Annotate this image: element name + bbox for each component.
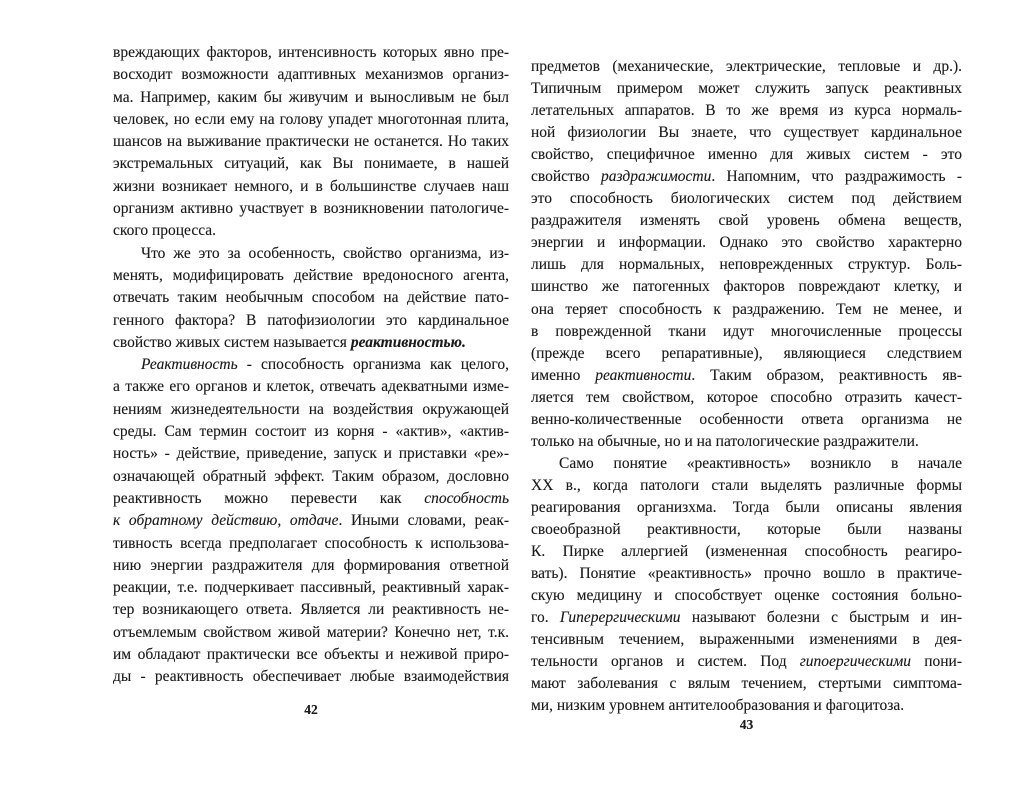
text-line [531, 695, 962, 717]
text-line [113, 153, 509, 175]
text-line [113, 376, 509, 398]
text-run: нию энергии раздражителя для формирования ответной [113, 556, 509, 574]
text-line [113, 87, 509, 109]
text-run: ма. Например, каким бы живучим и выносливым не был [113, 88, 509, 106]
text-line [113, 644, 509, 666]
text-run: ми, низким уровнем антителообразования и фагоцитоза. [531, 697, 905, 715]
text-run: раздражителя изменять свой уровень обмена веществ, [531, 212, 962, 230]
paragraph [531, 453, 962, 718]
text-run: XX в., когда патологи стали выделять различные формы [531, 476, 962, 494]
text-run: только на обычные, но и на патологические раздражители. [531, 432, 919, 450]
text-run: реагирования организхма. Тогда были описаны явления [531, 498, 962, 516]
text-line [113, 399, 509, 421]
italic-text-run: Гиперергическими [559, 609, 681, 627]
text-run: именно [531, 366, 596, 384]
text-run: нениям жизнедеятельности на воздействия окружающей [113, 400, 509, 418]
text-run: свойство, специфичное именно для живых систем - это [531, 146, 962, 164]
text-line [531, 122, 962, 144]
text-line [113, 310, 509, 332]
text-line [531, 78, 962, 100]
text-line [531, 276, 962, 298]
text-run: ды - реактивность обеспечивает любые взаимодействия [113, 668, 509, 686]
text-line [531, 409, 962, 431]
text-run: означающей обратный эффект. Таким образом, дословно [113, 467, 509, 485]
text-line [531, 607, 962, 629]
text-run: им обладают практически все объекты и неживой приро- [113, 646, 509, 664]
text-line [113, 533, 509, 555]
text-line [113, 577, 509, 599]
text-run: реактивность можно перевести как [113, 489, 425, 507]
text-line [531, 431, 962, 453]
text-line [113, 466, 509, 488]
italic-text-run: гипоергическими [799, 653, 912, 671]
text-run: человек, но если ему на голову упадет многотонная плита, [113, 110, 509, 128]
text-run: отъемлемым свойством живой материи? Конечно нет, т.к. [113, 623, 509, 641]
text-run: называют болезни с быстрым и ин- [680, 609, 962, 627]
text-run: предметов (механические, электрические, тепловые и др.). [531, 58, 962, 75]
text-line [113, 421, 509, 443]
page-right-number: 43 [739, 717, 754, 732]
text-run: ной физиологии Вы знаете, что существует кардинальное [531, 124, 962, 142]
text-line [113, 42, 509, 64]
text-run: тивность всегда предполагает способность к использова- [113, 534, 509, 552]
text-line [531, 475, 962, 497]
text-run: . Таким образом, реактивность яв- [691, 366, 962, 384]
text-line [113, 488, 509, 510]
text-run: экстремальных ситуаций, как Вы понимаете, в нашей [113, 155, 509, 173]
text-run: в поврежденной ткани идут многочисленные процессы [531, 322, 962, 340]
text-run: энергии и информации. Однако это свойство характерно [531, 234, 962, 252]
text-line [531, 299, 962, 321]
text-run: . Напомним, что раздражимость - [711, 168, 962, 186]
text-line [531, 188, 962, 210]
text-run: жизни возникает немного, и в большинстве случаев наш [113, 177, 509, 195]
text-line [531, 629, 962, 651]
text-run: это способность биологических систем под действием [531, 190, 962, 208]
text-run: вреждающих факторов, интенсивность которых явно пре- [113, 44, 509, 61]
text-run: тельности органов и систем. Под [531, 653, 800, 671]
text-run: среды. Сам термин состоит из корня - «актив», «актив- [113, 423, 509, 441]
text-line [531, 563, 962, 585]
italic-text-run: реактивности [595, 366, 692, 384]
text-line [531, 541, 962, 563]
text-run: го. [531, 609, 560, 627]
text-run: Что же это за особенность, свойство организма, из- [141, 244, 509, 262]
text-run: Само понятие «реактивность» возникло в начале [559, 454, 962, 472]
text-line [113, 443, 509, 465]
text-run: свойство живых систем называется [113, 333, 351, 351]
text-line [113, 198, 509, 220]
text-line [113, 599, 509, 621]
text-line [113, 332, 509, 354]
text-line [113, 131, 509, 153]
text-line [113, 622, 509, 644]
paragraph [113, 243, 509, 354]
text-run: тер возникающего ответа. Является ли реактивность не- [113, 601, 509, 619]
text-run: восходит возможности адаптивных механизмов организ- [113, 66, 509, 84]
text-line [531, 100, 962, 122]
text-line [531, 497, 962, 519]
text-run: (прежде всего репаративные), являющиеся следствием [531, 344, 962, 362]
text-run: шинство же патогенных факторов повреждают клетку, и [531, 278, 962, 296]
text-run: ского процесса. [113, 222, 217, 240]
text-line [531, 387, 962, 409]
text-run: менять, модифицировать действие вредоносного агента, [113, 266, 509, 284]
text-line [113, 64, 509, 86]
text-line [531, 210, 962, 232]
text-run: . Иными словами, реак- [338, 512, 510, 530]
page-right-text [531, 56, 962, 717]
text-line [531, 232, 962, 254]
page-left-text [113, 42, 509, 689]
text-run: а также его органов и клеток, отвечать адекватными изме- [113, 378, 509, 396]
text-run: ность» - действие, приведение, запуск и приставки «ре»- [113, 445, 509, 463]
text-run: отвечать таким необычным способом на действие пато- [113, 289, 509, 307]
text-line [531, 673, 962, 695]
text-run: - способность организма как целого, [237, 356, 509, 374]
text-line [531, 343, 962, 365]
text-line [531, 651, 962, 673]
text-run: лишь для нормальных, неповрежденных структур. Боль- [531, 256, 962, 274]
text-line [113, 265, 509, 287]
text-line [531, 453, 962, 475]
text-run: вать). Понятие «реактивность» прочно вошло в практиче- [531, 565, 962, 583]
text-line [113, 354, 509, 376]
text-line [113, 666, 509, 688]
text-line [531, 585, 962, 607]
text-run: свойство [531, 168, 602, 186]
text-run: скую медицину и способствует оценке состояния больно- [531, 587, 962, 605]
paragraph [531, 56, 962, 453]
text-run: реакции, т.е. подчеркивает пассивный, реактивный харак- [113, 579, 509, 597]
text-line [113, 555, 509, 577]
text-line [531, 166, 962, 188]
text-run: летательных аппаратов. В то же время из курса нормаль- [531, 102, 962, 120]
text-run: генного фактора? В патофизиологии это кардинальное [113, 311, 509, 329]
italic-text-run: способность [424, 489, 509, 507]
text-run: ляется тем свойством, которое способно отразить качест- [531, 388, 962, 406]
text-run: своеобразной реактивности, которые были названы [531, 520, 962, 538]
text-run: Типичным примером может служить запуск реактивных [531, 80, 962, 98]
text-line [531, 321, 962, 343]
text-line [113, 109, 509, 131]
paragraph [113, 42, 509, 243]
text-line [531, 365, 962, 387]
text-line [531, 519, 962, 541]
italic-text-run: Реактивность [141, 356, 238, 374]
text-line [113, 510, 509, 532]
text-run: тенсивным течением, выраженными изменениями в дея- [531, 631, 962, 649]
text-run: организм активно участвует в возникновении патологиче- [113, 200, 509, 218]
text-line [113, 287, 509, 309]
text-run: К. Пирке аллергией (измененная способность реагиро- [531, 543, 962, 561]
text-run: шансов на выживание практически не останется. Но таких [113, 133, 509, 151]
page-left-number: 42 [304, 702, 318, 717]
text-line [113, 220, 509, 242]
text-line [113, 176, 509, 198]
italic-text-run: к обратному действию, отдаче [113, 512, 339, 530]
text-run: пони- [911, 653, 963, 671]
paragraph [113, 354, 509, 688]
text-run: она теряет способность к раздражению. Тем не менее, и [531, 300, 962, 318]
text-run: мают заболевания с вялым течением, стертыми симптома- [531, 675, 962, 693]
text-run: венно-количественные особенности ответа организма не [531, 410, 962, 428]
italic-text-run: раздражимости [601, 168, 712, 186]
text-line [531, 56, 962, 78]
bold-italic-text-run: реактивностью. [350, 333, 466, 351]
text-line [531, 254, 962, 276]
text-line [113, 243, 509, 265]
text-line [531, 144, 962, 166]
